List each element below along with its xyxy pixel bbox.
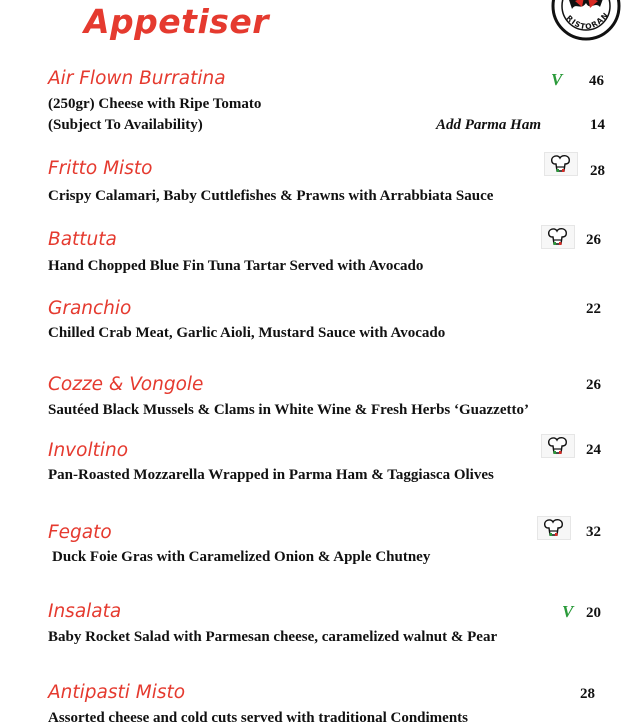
item-name: Battuta: [48, 229, 117, 250]
item-description: Pan-Roasted Mozzarella Wrapped in Parma Ham & Taggiasca Olives: [48, 467, 494, 483]
item-name: Granchio: [48, 298, 132, 319]
item-name: Antipasti Misto: [48, 682, 186, 703]
logo-text: RISTORAN: [564, 10, 611, 32]
item-description: Baby Rocket Salad with Parmesan cheese, caramelized walnut & Pear: [48, 629, 498, 645]
item-price: 28: [590, 163, 605, 179]
item-description: Hand Chopped Blue Fin Tuna Tartar Served with Avocado: [48, 258, 424, 274]
page-title: Appetiser: [84, 2, 270, 41]
item-name: Air Flown Burratina: [48, 68, 226, 89]
item-price: 46: [589, 73, 604, 89]
item-name: Fegato: [48, 522, 112, 543]
item-description: Sautéed Black Mussels & Clams in White Wine & Fresh Herbs ‘Guazzetto’: [48, 402, 529, 418]
item-price: 20: [586, 605, 601, 621]
item-name: Insalata: [48, 601, 122, 622]
item-description: Duck Foie Gras with Caramelized Onion & Apple Chutney: [52, 549, 431, 565]
item-description: Crispy Calamari, Baby Cuttlefishes & Prawns with Arrabbiata Sauce: [48, 188, 494, 204]
item-description: Assorted cheese and cold cuts served with traditional Condiments: [48, 710, 468, 726]
addon-label: Add Parma Ham: [436, 117, 542, 133]
restaurant-logo: [551, 0, 621, 43]
vegetarian-badge: V: [562, 602, 574, 621]
item-description: Chilled Crab Meat, Garlic Aioli, Mustard Sauce with Avocado: [48, 325, 446, 341]
item-price: 28: [580, 686, 595, 702]
item-price: 26: [586, 377, 601, 393]
item-name: Cozze & Vongole: [48, 374, 204, 395]
item-price: 26: [586, 232, 601, 248]
item-price: 22: [586, 301, 601, 317]
item-price: 24: [586, 442, 601, 458]
vegetarian-badge: V: [551, 70, 563, 89]
item-name: Involtino: [48, 440, 129, 461]
item-price: 32: [586, 524, 601, 540]
item-description: (250gr) Cheese with Ripe Tomato: [48, 96, 262, 112]
item-note: (Subject To Availability): [48, 117, 203, 133]
addon-price: 14: [590, 117, 605, 133]
item-name: Fritto Misto: [48, 158, 153, 179]
